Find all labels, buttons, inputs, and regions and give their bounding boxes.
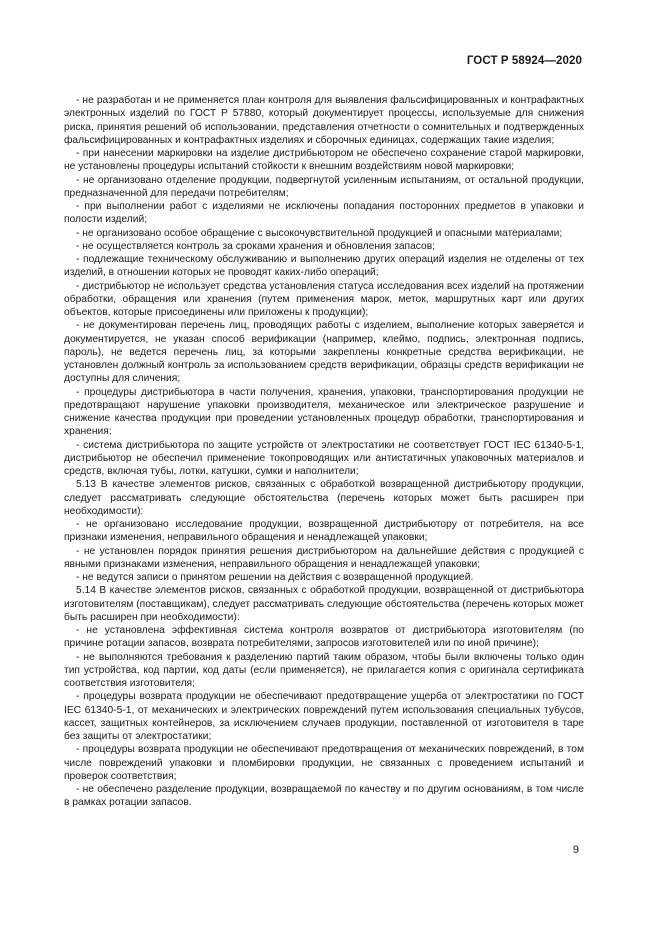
paragraph: - процедуры возврата продукции не обеспечивают предотвращения от механических повреждений, в том числе повреждений упаковки и пломбировки продукции, не связанных с проведением испытаний и проверок соответствия;	[64, 744, 584, 782]
paragraph: - не документирован перечень лиц, проводящих работы с изделием, выполнение которых заверяется и документируется, не указан способ верификации (например, клеймо, подпись, электронная подпись, пароль), не ведется перечень лиц, за которыми закреплены конкретные средства верификации, не установлен должный контроль за использованием средств верификации, образцы средств верификации не доступны для сличения;	[64, 320, 584, 385]
paragraph: - не ведутся записи о принятом решении на действия с возвращенной продукцией.	[76, 572, 474, 583]
paragraph: - не осуществляется контроль за сроками хранения и обновления запасов;	[76, 240, 436, 252]
paragraph: - не установлен порядок принятия решения дистрибьютором на дальнейшие действия с продукцией с явными признаками изменения, неправильного обращения и ненадлежащей упаковки;	[64, 545, 584, 570]
paragraph: - не организовано отделение продукции, подвергнутой усиленным испытаниям, от остальной продукции, предназначенной для передачи потребителям;	[64, 174, 584, 199]
paragraph: - система дистрибьютора по защите устройств от электростатики не соответствует ГОСТ IEC 61340-5-1, дистрибьютор не обеспечил применение токопроводящих или антистатичных упаковочных материалов и средств, включая тубы, лотки, катушки, сумки и наполнители;	[64, 439, 584, 477]
page-number: 9	[572, 844, 579, 856]
paragraph: - при нанесении маркировки на изделие дистрибьютором не обеспечено сохранение старой маркировки, не установлены процедуры испытаний стойкости к внешним воздействиям новой маркировки;	[64, 148, 584, 173]
document-number: ГОСТ Р 58924—2020	[466, 55, 582, 67]
paragraph: - процедуры дистрибьютора в части получения, хранения, упаковки, транспортирования продукции не предотвращают нарушение упаковки производителя, механическое или электрическое разрушение и снижение качества продукции при проведении установленных процедур обработки, транспортирования и хранения;	[64, 386, 584, 438]
paragraph: - процедуры возврата продукции не обеспечивают предотвращение ущерба от электростатики по ГОСТ IEC 61340-5-1, от механических и электрических повреждений путем использования специальных тубусов, кассет, защитных контейнеров, за исключением случаев продукции, поставленной от изготовителя в таре без защиты от электростатики;	[64, 691, 584, 742]
paragraph: - не организовано исследование продукции, возвращенной дистрибьютору от потребителя, на все признаки изменения, неправильного обращения и ненадлежащей упаковки;	[64, 519, 584, 544]
paragraph: - не установлена эффективная система контроля возвратов от дистрибьютора изготовителям (по причине ротации запасов, возврата потребителями, запросов изготовителей или по иной причине);	[64, 625, 584, 650]
section-5-13: 5.13 В качестве элементов рисков, связанных с обработкой возвращенной дистрибьютору продукции, следует рассматривать следующие обстоятельства (перечень которых может быть расширен при необходимости):	[64, 479, 584, 517]
document-body	[64, 94, 584, 810]
section-5-14: 5.14 В качестве элементов рисков, связанных с обработкой продукции, возвращенной от дистрибьютора изготовителям (поставщикам), следует рассматривать следующие обстоятельства (перечень которых может быть расширен при необходимости):	[64, 585, 584, 623]
paragraph: - не обеспечено разделение продукции, возвращаемой по качеству и по другим основаниям, в том числе в рамках ротации запасов.	[64, 784, 584, 809]
paragraph: - при выполнении работ с изделиями не исключены попадания посторонних предметов в упаковки и полости изделий;	[64, 201, 584, 226]
paragraph: - не организовано особое обращение с высокочувствительной продукцией и опасными материалами;	[76, 227, 563, 239]
paragraph: - не разработан и не применяется план контроля для выявления фальсифицированных и контрафактных электронных изделий по ГОСТ Р 57880, который документирует процессы, используемые для снижения риска, принятия решений об использовании, представления отчетности о сомнительных и подтвержденных фальсифицированных и контрафактных изделиях и сборочных единицах, содержащих такие изделия;	[64, 95, 584, 146]
paragraph: - не выполняются требования к разделению партий таким образом, чтобы были включены только один тип устройства, код партии, код даты (если применяется), не прилагается копия с оригинала сертификата соответствия изготовителя;	[64, 651, 584, 689]
paragraph: - подлежащие техническому обслуживанию и выполнению других операций изделия не отделены от тех изделий, в отношении которых не проводят каких-либо операций;	[64, 254, 584, 279]
paragraph: - дистрибьютор не использует средства установления статуса исследования всех изделий на протяжении обработки, обращения или хранения (путем применения марок, меток, маршрутных карт или других объектов, которые присоединены или приложены к продукции);	[64, 280, 584, 318]
